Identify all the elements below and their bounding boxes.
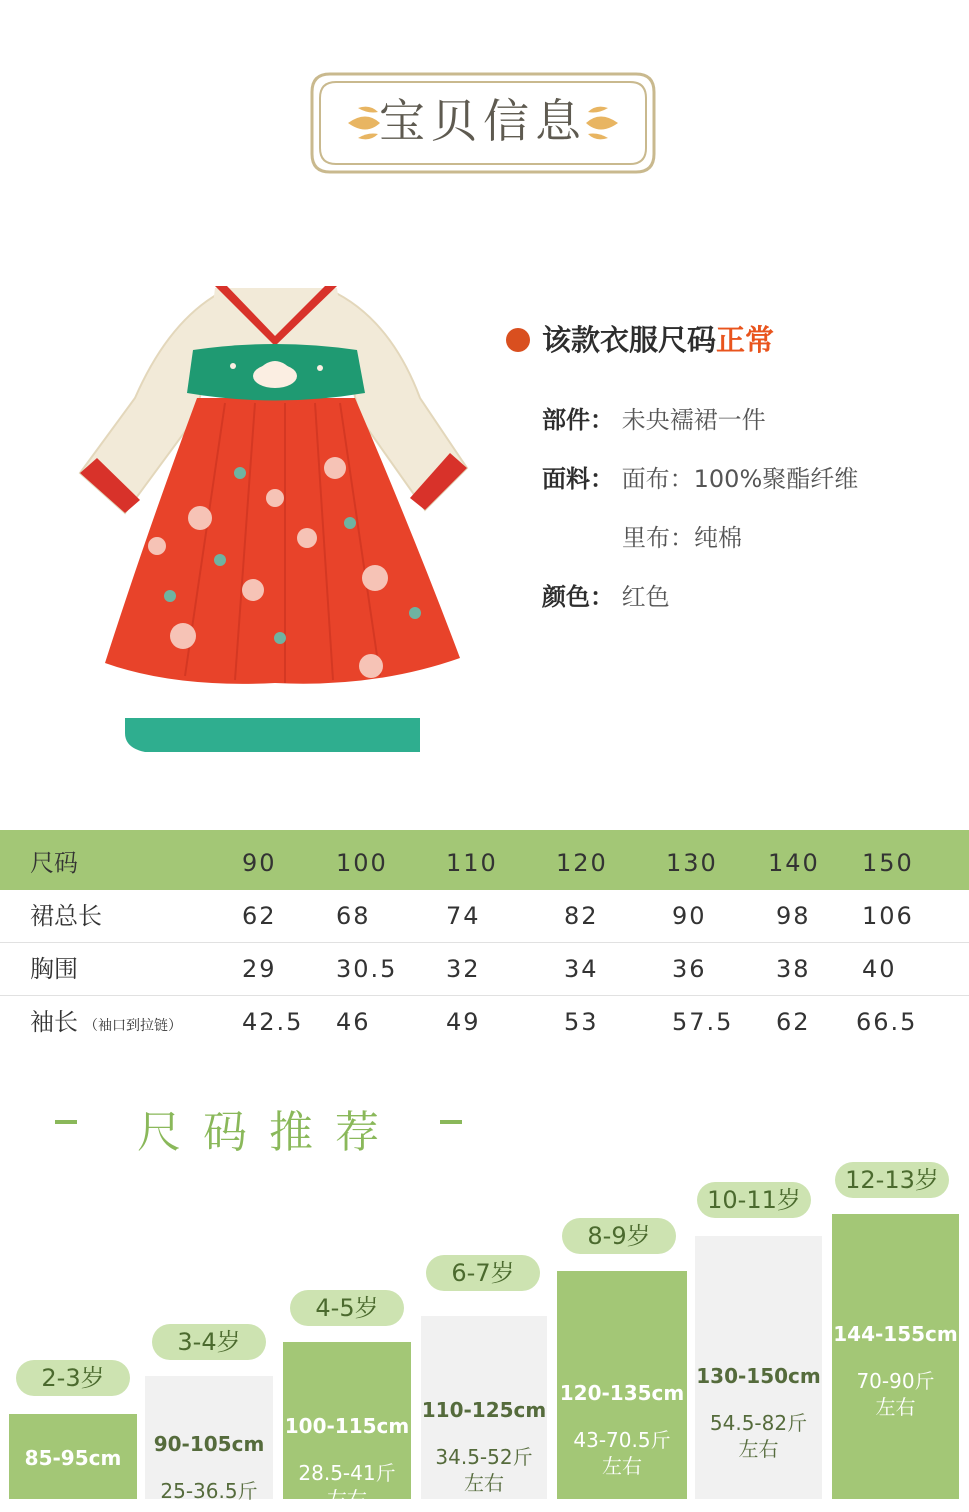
table-row — [0, 943, 969, 996]
bar-weight-range: 34.5-52斤 — [435, 1445, 533, 1469]
size-bar — [832, 1214, 959, 1499]
size-bar — [283, 1342, 411, 1511]
age-label: 10-11岁 — [697, 1182, 811, 1218]
table-cell: 40 — [862, 955, 897, 983]
table-header-cell: 120 — [556, 849, 608, 877]
age-label: 8-9岁 — [562, 1218, 676, 1254]
size-bar — [695, 1236, 822, 1499]
table-cell: 46 — [336, 1008, 371, 1036]
table-cell: 32 — [446, 955, 481, 983]
dress-product-image — [75, 278, 475, 758]
table-header-cell: 110 — [446, 849, 498, 877]
table-cell: 57.5 — [672, 1008, 734, 1036]
bar-weight-range: 25-36.5斤 — [160, 1479, 258, 1503]
age-label: 2-3岁 — [16, 1360, 130, 1396]
bar-height-range: 144-155cm — [833, 1322, 958, 1346]
recommend-title: 尺码推荐 — [137, 1107, 401, 1158]
bar-height-range: 90-105cm — [153, 1432, 265, 1456]
bar-weight-note: 左右 — [327, 1487, 367, 1511]
bar-height-range: 85-95cm — [24, 1446, 122, 1470]
bar-height-range: 120-135cm — [559, 1381, 685, 1405]
table-header-cell: 90 — [242, 849, 277, 877]
table-cell: 90 — [672, 902, 707, 930]
info-row-color: 颜色： 红色 — [542, 583, 670, 611]
info-label: 部件 — [542, 406, 590, 434]
info-value: 面布：100%聚酯纤维 — [621, 465, 859, 493]
info-value: 未央襦裙一件 — [621, 406, 766, 434]
bullet-dot-icon — [506, 328, 530, 352]
bar-weight-note: 左右 — [464, 1471, 504, 1495]
info-row-lining — [622, 518, 742, 553]
bar-weight-note: 左右 — [602, 1454, 642, 1478]
info-row-fabric: 面料： 面布：100%聚酯纤维 — [542, 465, 859, 493]
info-label: 面料 — [542, 465, 590, 493]
table-cell: 36 — [672, 955, 707, 983]
table-header-row — [0, 830, 969, 890]
table-header-cell: 140 — [768, 849, 820, 877]
table-cell: 62 — [242, 902, 277, 930]
table-cell: 62 — [776, 1008, 811, 1036]
headline-prefix: 该款衣服尺码 — [542, 323, 717, 357]
bar-height-range: 110-125cm — [421, 1398, 547, 1422]
table-header-cell: 尺码 — [30, 849, 78, 877]
size-table — [0, 830, 969, 1048]
table-cell: 82 — [564, 902, 599, 930]
row-label-text: 裙总长 — [30, 902, 102, 930]
table-cell: 42.5 — [242, 1008, 304, 1036]
table-header-cell: 150 — [862, 849, 914, 877]
table-cell: 53 — [564, 1008, 599, 1036]
size-bar — [557, 1271, 687, 1499]
info-label: 颜色 — [542, 583, 590, 611]
age-label: 12-13岁 — [835, 1162, 949, 1198]
size-bar — [145, 1376, 273, 1503]
table-cell: 30.5 — [336, 955, 398, 983]
bar-weight-note: 左右 — [738, 1437, 779, 1461]
table-cell: 74 — [446, 902, 481, 930]
table-cell: 34 — [564, 955, 599, 983]
bar-height-range: 100-115cm — [284, 1414, 410, 1438]
heading-dash-right — [440, 1120, 462, 1124]
bar-weight-range: 28.5-41斤 — [298, 1461, 396, 1485]
age-label: 4-5岁 — [290, 1290, 404, 1326]
info-value: 里布：纯棉 — [622, 524, 742, 552]
bar-weight-range: 54.5-82斤 — [709, 1411, 808, 1435]
row-label-text: 胸围 — [30, 955, 78, 983]
headline-highlight: 正常 — [716, 323, 775, 357]
bar-weight-note: 左右 — [875, 1395, 916, 1419]
table-cell: 106 — [862, 902, 914, 930]
table-header-cell: 130 — [666, 849, 718, 877]
table-cell: 98 — [776, 902, 811, 930]
bar-weight-range: 70-90斤 — [856, 1369, 935, 1393]
bar-weight-range: 43-70.5斤 — [573, 1428, 671, 1452]
table-row — [0, 996, 969, 1048]
info-value: 红色 — [621, 583, 670, 611]
table-cell: 38 — [776, 955, 811, 983]
page-title: 宝贝信息 — [379, 94, 587, 148]
table-row — [0, 890, 969, 943]
table-cell: 49 — [446, 1008, 481, 1036]
age-label: 3-4岁 — [152, 1324, 266, 1360]
table-row-label — [30, 996, 182, 1052]
table-row-label — [30, 943, 78, 995]
table-cell: 29 — [242, 955, 277, 983]
bar-height-range: 130-150cm — [696, 1364, 821, 1388]
table-cell: 68 — [336, 902, 371, 930]
size-bar — [421, 1316, 547, 1499]
table-cell: 66.5 — [856, 1008, 918, 1036]
size-bar — [9, 1414, 137, 1499]
heading-dash-left — [55, 1120, 77, 1124]
table-header-cell: 100 — [336, 849, 388, 877]
table-row-label — [30, 890, 102, 942]
row-label-text: 袖长 — [30, 1008, 78, 1036]
size-note-headline — [506, 318, 774, 359]
row-label-note: （袖口到拉链） — [84, 1018, 182, 1034]
info-row-parts: 部件： 未央襦裙一件 — [542, 406, 766, 434]
age-label: 6-7岁 — [426, 1255, 540, 1291]
